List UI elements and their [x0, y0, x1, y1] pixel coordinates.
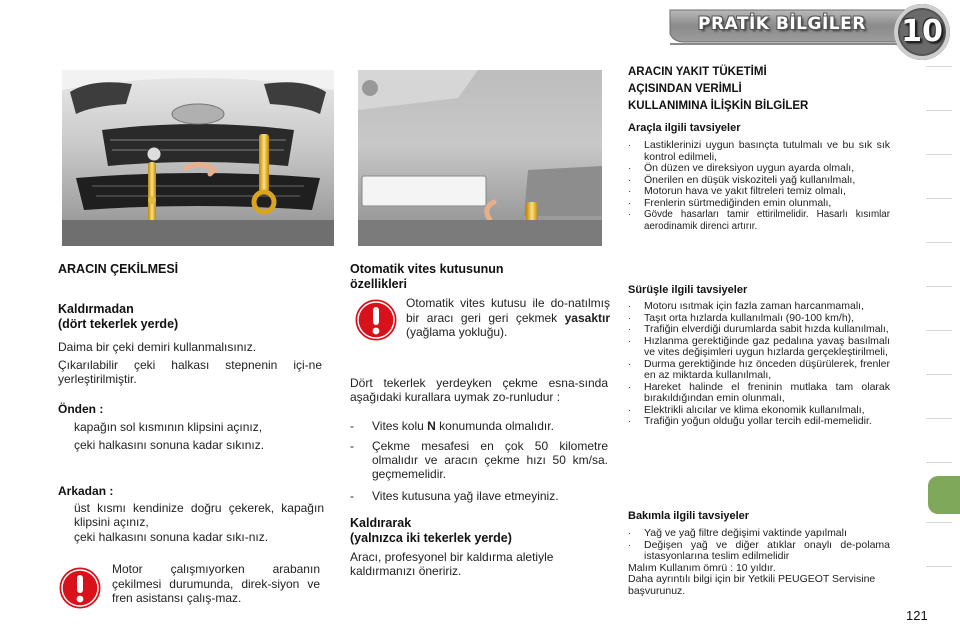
- forbidden-keyword: yasaktır: [564, 310, 610, 325]
- driving-advice-title: Sürüşle ilgili tavsiyeler: [628, 284, 748, 296]
- driving-advice-item: · Taşıt orta hızlarda kullanılmalı (90-100 km/h),: [628, 311, 855, 324]
- chapter-number: 10: [901, 14, 943, 49]
- tow-rules-list: [350, 419, 608, 503]
- tow-rule: - Çekme mesafesi en çok 50 kilometre olmalıdır ve aracın çekme hızı 50 km/sa. geçmemelidir.: [350, 439, 608, 481]
- bullet-icon: [58, 501, 74, 529]
- tow-ring-location-text: Çıkarılabilir çeki halkası stepnenin içi-ne yerleştirilmiştir.: [58, 358, 322, 386]
- rear-item: çeki halkasını sonuna kadar sıkı-nız.: [58, 530, 324, 544]
- side-tab[interactable]: [926, 566, 952, 610]
- maintenance-advice-list: [628, 528, 890, 597]
- lifespan-note: Malım Kullanım ömrü : 10 yıldır.: [628, 561, 776, 574]
- front-towing-photo: [62, 70, 334, 246]
- auto-gearbox-title-line1: Otomatik vites kutusunun: [350, 262, 504, 276]
- auto-gearbox-title: [350, 262, 504, 292]
- warning-icon: [58, 566, 102, 610]
- bullet-icon: [58, 530, 74, 544]
- engine-off-warning: Motor çalışmıyorken arabanın çekilmesi durumunda, direk-siyon ve fren asistansı çalış-maz.: [112, 562, 320, 605]
- driving-advice-item: · Elektrikli alıcılar ve klima ekonomik kullanılmalı,: [628, 403, 865, 416]
- maintenance-advice-title: Bakımla ilgili tavsiyeler: [628, 510, 750, 522]
- page-number: 121: [906, 608, 928, 623]
- driving-advice-item: · Trafiğin yoğun olduğu yollar tercih edil-memelidir.: [628, 415, 872, 427]
- rear-title: Arkadan :: [58, 484, 114, 498]
- car-advice-item: · Ön düzen ve direksiyon uygun ayarda olmalı,: [628, 162, 855, 174]
- rear-towing-photo: [358, 70, 602, 246]
- reverse-tow-warning: Otomatik vites kutusu ile do-natılmış bir aracı geri geri çekmek yasaktır (yağlama yokluğu).: [406, 296, 610, 339]
- front-title: Önden :: [58, 402, 104, 416]
- front-list: [58, 420, 324, 452]
- bullet-icon: [58, 420, 74, 434]
- car-advice-title: Araçla ilgili tavsiyeler: [628, 122, 741, 134]
- maintenance-advice-item: · Değişen yağ ve diğer atıklar onaylı de-polama istasyonlarına teslim edilmelidir: [628, 538, 890, 562]
- tow-bar-text: Daima bir çeki demiri kullanmalısınız.: [58, 340, 257, 354]
- tow-rule: - Vites kutusuna yağ ilave etmeyiniz.: [350, 489, 559, 503]
- side-tab[interactable]: [926, 374, 952, 418]
- side-tab[interactable]: [926, 330, 952, 374]
- side-tab[interactable]: [926, 522, 952, 566]
- car-advice-item: · Gövde hasarları tamir ettirilmelidir. Hasarlı kısımlar aerodinamik direnci artırır.: [628, 209, 890, 232]
- driving-advice-item: · Motoru ısıtmak için fazla zaman harcanmamalı,: [628, 300, 864, 312]
- car-advice-item: · Motorun hava ve yakıt filtreleri temiz olmalı,: [628, 185, 846, 197]
- driving-advice-list: [628, 301, 890, 428]
- side-tab[interactable]: [926, 110, 952, 154]
- side-tab[interactable]: [926, 66, 952, 110]
- rear-list: [58, 501, 324, 544]
- car-advice-item: · Frenlerin sürtmediğinden emin olunmalı,: [628, 196, 832, 209]
- chapter-title: PRATİK BİLGİLER: [698, 14, 866, 34]
- front-item: kapağın sol kısmının klipsini açınız,: [58, 420, 324, 434]
- lifting-title-line2: (yalnızca iki tekerlek yerde): [350, 531, 512, 545]
- side-tab-active[interactable]: [928, 476, 960, 514]
- driving-advice-item: · Trafiğin elverdiği durumlarda sabit hızda kullanılmalı,: [628, 323, 889, 335]
- side-tab[interactable]: [926, 418, 952, 462]
- front-item: çeki halkasını sonuna kadar sıkınız.: [58, 438, 324, 452]
- driving-advice-item: · Durma gerektiğinde hız önceden düşürülerek, frenler en az miktarda kullanılmalı,: [628, 357, 890, 381]
- fuel-efficiency-title: ARACIN YAKIT TÜKETİMİ AÇISINDAN VERİMLİ KULLANIMINA İLİŞKİN BİLGİLER: [628, 66, 809, 112]
- auto-gearbox-title-line2: özellikleri: [350, 277, 407, 291]
- side-tab[interactable]: [926, 286, 952, 330]
- side-tab[interactable]: [926, 242, 952, 286]
- tow-rules-intro: Dört tekerlek yerdeyken çekme esna-sında aşağıdaki kurallara uymak zo-runludur :: [350, 376, 608, 404]
- bullet-icon: [58, 438, 74, 452]
- no-lift-title: [58, 302, 178, 332]
- lifting-text: Aracı, profesyonel bir kaldırma aletiyle kaldırmanızı öneririz.: [350, 550, 554, 578]
- car-advice-list: [628, 140, 890, 232]
- side-tab[interactable]: [926, 198, 952, 242]
- driving-advice-item: · Hızlanma gerektiğinde gaz pedalına yavaş basılmalı ve vites değişimleri uygun hızlarda gerçekleştirilmeli,: [628, 334, 890, 358]
- tow-rule: - Vites kolu N konumunda olmalıdır.: [350, 419, 554, 433]
- no-lift-title-line2: (dört tekerlek yerde): [58, 317, 179, 331]
- service-note: Daha ayrıntılı bilgi için bir Yetkili PEUGEOT Servisine başvurunuz.: [628, 573, 876, 597]
- lifting-title-line1: Kaldırarak: [350, 516, 412, 530]
- car-advice-item: · Önerilen en düşük viskoziteli yağ kullanılmalı,: [628, 173, 856, 186]
- no-lift-title-line1: Kaldırmadan: [58, 302, 134, 316]
- side-tab[interactable]: [926, 154, 952, 198]
- towing-section-title: ARACIN ÇEKİLMESİ: [58, 262, 179, 276]
- lifting-title: [350, 516, 512, 546]
- chapter-badge: [894, 4, 950, 60]
- rear-item: üst kısmı kendinize doğru çekerek, kapağın klipsini açınız,: [58, 501, 324, 529]
- maintenance-advice-item: · Yağ ve yağ filtre değişimi vaktinde yapılmalı: [628, 527, 847, 539]
- car-advice-item: · Lastiklerinizi uygun basınçta tutulmalı ve bu sık sık kontrol edilmeli,: [628, 139, 890, 163]
- warning-icon: [354, 298, 398, 342]
- driving-advice-item: · Hareket halinde el freninin mutlaka tam olarak bırakıldığından emin olunmalı,: [628, 380, 890, 404]
